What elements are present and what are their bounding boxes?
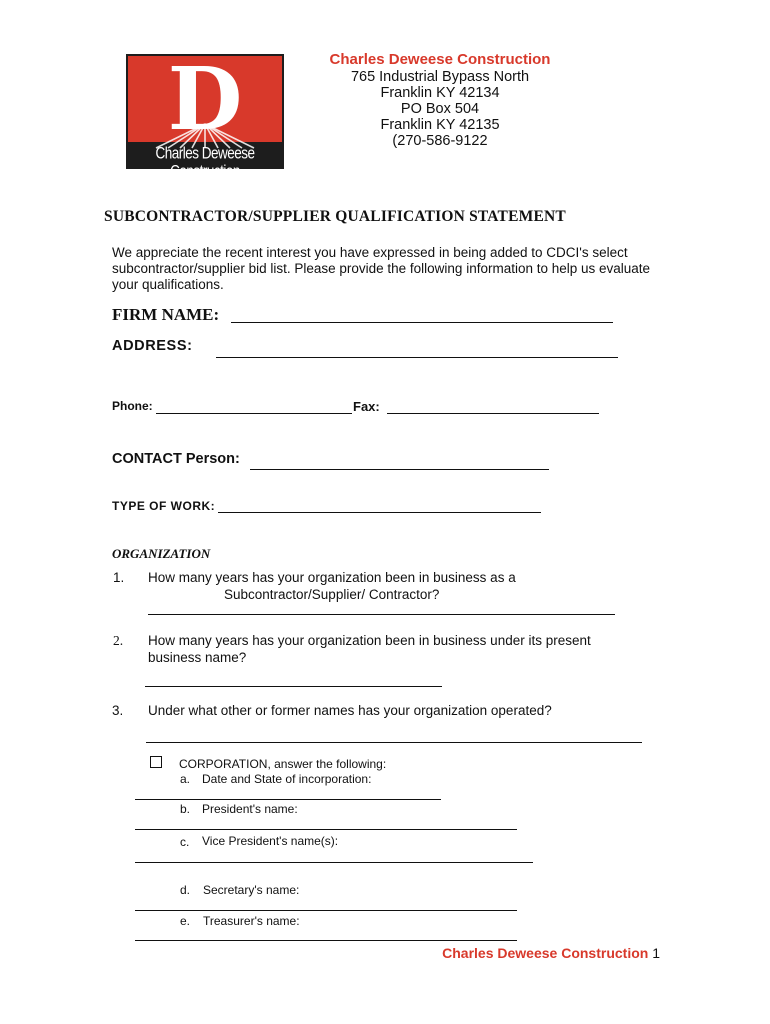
address-label: ADDRESS:	[112, 338, 193, 354]
corp-item-a-letter: a.	[180, 772, 191, 786]
corp-item-c-letter: c.	[180, 835, 190, 849]
type-of-work-label: TYPE OF WORK:	[112, 499, 216, 513]
question-2-text: How many years has your organization been in business under its present	[148, 633, 591, 648]
corp-item-b-label: President's name:	[202, 802, 298, 816]
company-address-line: 765 Industrial Bypass North	[350, 69, 530, 85]
fax-field[interactable]	[387, 413, 599, 414]
question-2-number: 2.	[113, 633, 124, 648]
treasurer-name-field[interactable]	[135, 940, 517, 941]
question-3-answer-field[interactable]	[146, 742, 642, 743]
president-name-field[interactable]	[135, 829, 517, 830]
logo-caption: Charles Deweese Construction	[155, 144, 255, 180]
organization-heading: ORGANIZATION	[112, 546, 211, 561]
question-2-text-cont: business name?	[148, 650, 247, 665]
company-po-box: PO Box 504	[400, 101, 480, 117]
corp-item-d-label: Secretary's name:	[203, 883, 300, 897]
logo-letter: D	[167, 49, 243, 150]
contact-person-label: CONTACT Person:	[112, 451, 240, 467]
page-number: 1	[652, 945, 660, 961]
question-3-text: Under what other or former names has your organization operated?	[148, 703, 552, 718]
phone-label: Phone:	[112, 399, 153, 413]
question-1-text-cont: Subcontractor/Supplier/ Contractor?	[224, 587, 440, 602]
company-phone: (270-586-9122	[392, 133, 488, 149]
question-2-answer-field[interactable]	[145, 686, 442, 687]
question-1-text: How many years has your organization been in business as a	[148, 570, 516, 585]
company-city-line: Franklin KY 42134	[380, 85, 500, 101]
corporation-label: CORPORATION, answer the following:	[179, 757, 387, 771]
corp-item-e-label: Treasurer's name:	[203, 914, 300, 928]
fax-label: Fax:	[353, 399, 380, 414]
type-of-work-field[interactable]	[218, 512, 541, 513]
question-3-number: 3.	[112, 703, 124, 718]
page-footer	[442, 945, 660, 961]
intro-paragraph: We appreciate the recent interest you have expressed in being added to CDCI's select subcontractor/supplier bid list. Please provide the following information to help us evaluate your qualifications.	[112, 245, 651, 292]
company-header	[290, 52, 590, 149]
contact-person-field[interactable]	[250, 469, 549, 470]
corp-item-d-letter: d.	[180, 883, 191, 897]
company-city-line-2: Franklin KY 42135	[380, 117, 500, 133]
vice-president-name-field[interactable]	[135, 862, 533, 863]
company-logo	[126, 49, 284, 180]
corp-item-b-letter: b.	[180, 802, 191, 816]
firm-name-label: FIRM NAME:	[112, 305, 220, 324]
incorporation-field[interactable]	[135, 799, 441, 800]
question-1-number: 1.	[113, 570, 125, 585]
secretary-name-field[interactable]	[135, 910, 517, 911]
company-name: Charles Deweese Construction	[329, 51, 551, 68]
form-title: SUBCONTRACTOR/SUPPLIER QUALIFICATION STATEMENT	[104, 208, 566, 225]
corp-item-a-label: Date and State of incorporation:	[202, 772, 372, 786]
corporation-checkbox[interactable]	[150, 756, 162, 768]
footer-company-name: Charles Deweese Construction	[442, 945, 649, 961]
corp-item-c-label: Vice President's name(s):	[202, 834, 339, 848]
phone-field[interactable]	[156, 413, 352, 414]
firm-name-field[interactable]	[231, 322, 613, 323]
corp-item-e-letter: e.	[180, 914, 191, 928]
address-field[interactable]	[216, 357, 618, 358]
question-1-answer-field[interactable]	[148, 614, 615, 615]
